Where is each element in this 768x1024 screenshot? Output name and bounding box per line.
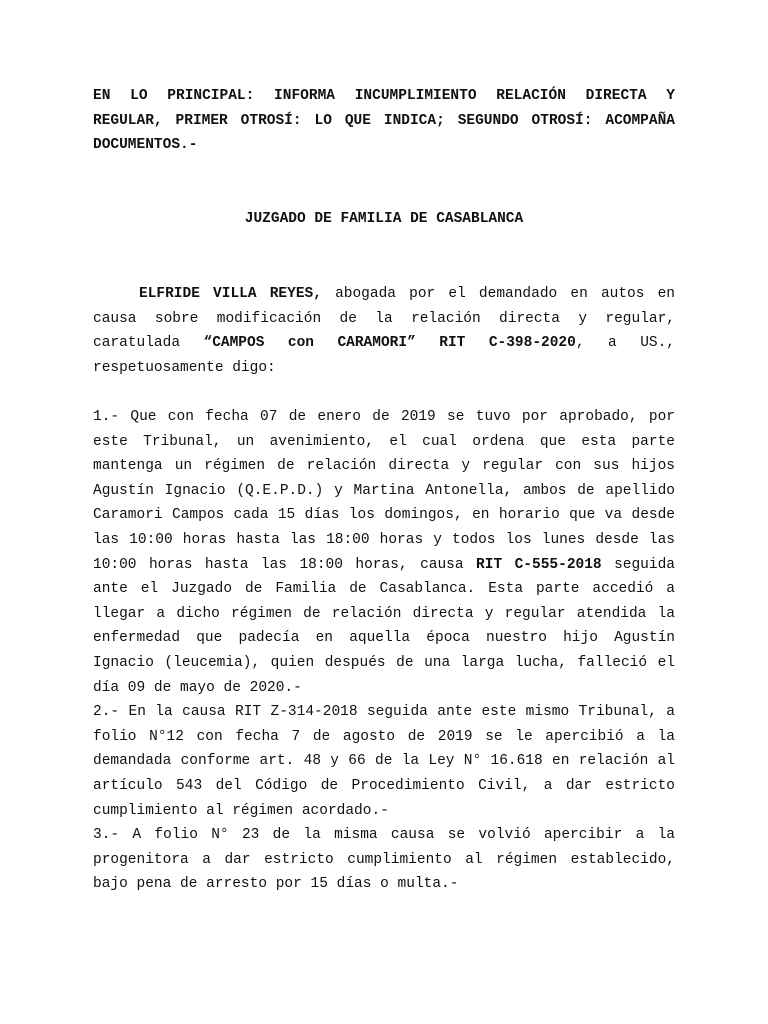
point-3: 3.- A folio N° 23 de la misma causa se volvió apercibir a la progenitora a dar estricto cumplimiento al régimen establecido, bajo pena de arresto por 15 días o multa.- <box>93 827 675 893</box>
attorney-name: ELFRIDE VILLA REYES, <box>139 286 322 302</box>
intro-paragraph <box>93 282 675 380</box>
intro-text-2: , a US., respetuosamente digo: <box>93 335 675 376</box>
document-heading: EN LO PRINCIPAL: INFORMA INCUMPLIMIENTO RELACIÓN DIRECTA Y REGULAR, PRIMER OTROSÍ: LO QUE INDICA; SEGUNDO OTROSÍ: ACOMPAÑA DOCUMENTOS.- <box>93 88 675 154</box>
points-list <box>93 405 675 897</box>
point-1-text-2: seguida ante el Juzgado de Familia de Casablanca. Esta parte accedió a llegar a dicho régimen de relación directa y regular atendida la enfermedad que padecía en aquella época nuestro hijo Agustín Ignacio (leucemia), quien después de una larga lucha, falleció el día 09 de mayo de 2020.- <box>93 556 675 696</box>
point-1-text-1: 1.- Que con fecha 07 de enero de 2019 se tuvo por aprobado, por este Tribunal, un avenimiento, el cual ordena que esta parte mantenga un régimen de relación directa y regular con sus hijos Agustín Ignacio (Q.E.P.D.) y Martina Antonella, ambos de apellido Caramori Campos cada 15 días los domingos, en horario que va desde las 10:00 horas hasta las 18:00 horas y todos los lunes desde las 10:00 horas hasta las 18:00 horas, causa <box>93 409 675 573</box>
case-title: “CAMPOS con CARAMORI” RIT C-398-2020 <box>203 335 576 352</box>
court-name: JUZGADO DE FAMILIA DE CASABLANCA <box>244 211 524 227</box>
point-2: 2.- En la causa RIT Z-314-2018 seguida ante este mismo Tribunal, a folio N°12 con fecha 7 de agosto de 2019 se le apercibió a la demandada conforme art. 48 y 66 de la Ley N° 16.618 en relación al artículo 543 del Código de Procedimiento Civil, a dar estricto cumplimiento al régimen acordado.- <box>93 704 675 819</box>
point-1-rit: RIT C-555-2018 <box>476 556 602 573</box>
intro-text-1: abogada por el demandado en autos en causa sobre modificación de la relación directa y regular, caratulada <box>93 286 675 352</box>
point-1 <box>93 405 675 700</box>
